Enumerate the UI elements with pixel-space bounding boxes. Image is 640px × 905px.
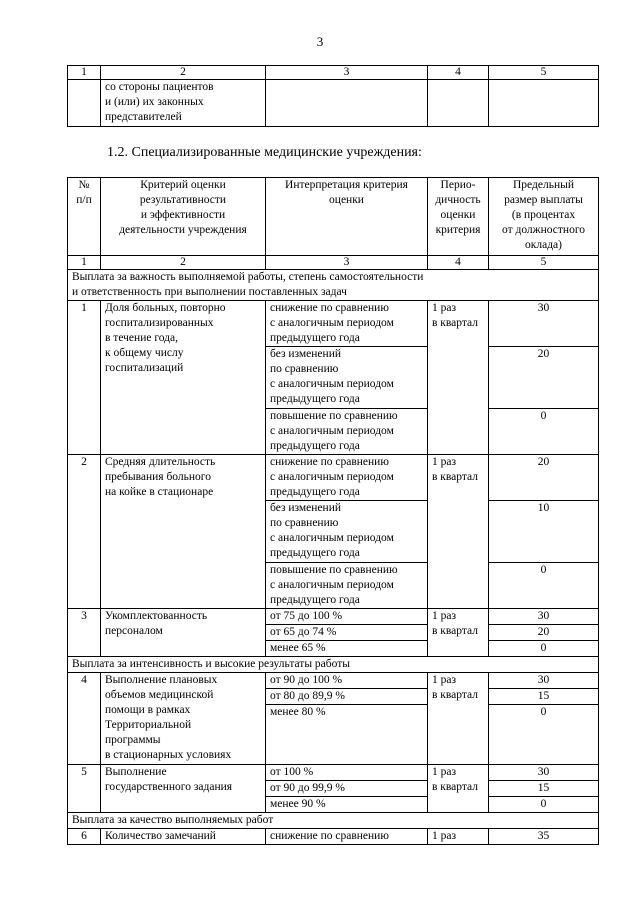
item-value: 0 <box>489 409 599 455</box>
item-value: 30 <box>489 765 599 781</box>
item-interpretation: повышение по сравнению с аналогичным периодом предыдущего года <box>266 409 428 455</box>
item-value: 35 <box>489 829 599 845</box>
cell-criterion: со стороны пациентов и (или) их законных представителей <box>101 80 266 127</box>
item-value: 30 <box>489 609 599 625</box>
cell-interpretation <box>266 80 428 127</box>
item-interpretation: от 90 до 99,9 % <box>266 781 428 797</box>
header-num: № п/п <box>68 178 101 256</box>
table-row <box>68 609 599 625</box>
criteria-table <box>67 177 599 845</box>
item-interpretation: без изменений по сравнению с аналогичным периодом предыдущего года <box>266 347 428 409</box>
header-criterion: Критерий оценки результативности и эффективности деятельности учреждения <box>101 178 266 256</box>
header-max-payment: Предельный размер выплаты (в процентах от должностного оклада) <box>489 178 599 256</box>
item-criterion: Средняя длительность пребывания больного на койке в стационаре <box>101 455 266 609</box>
item-value: 0 <box>489 563 599 609</box>
group-title-row <box>68 270 599 301</box>
item-num: 3 <box>68 609 101 657</box>
col-num-4: 4 <box>428 256 489 270</box>
header-periodicity: Перио- дичность оценки критерия <box>428 178 489 256</box>
table-row <box>68 301 599 347</box>
item-periodicity: 1 раз в квартал <box>428 609 489 657</box>
item-interpretation: снижение по сравнению <box>266 829 428 845</box>
item-periodicity: 1 раз в квартал <box>428 673 489 765</box>
item-criterion: Укомплектованность персоналом <box>101 609 266 657</box>
table-row <box>68 80 599 127</box>
col-num-3: 3 <box>266 256 428 270</box>
table-row <box>68 455 599 501</box>
page-number: 3 <box>316 34 324 49</box>
item-criterion: Выполнение государственного задания <box>101 765 266 813</box>
item-num: 5 <box>68 765 101 813</box>
col-num-2: 2 <box>101 66 266 80</box>
item-value: 20 <box>489 625 599 641</box>
item-value: 20 <box>489 455 599 501</box>
item-value: 0 <box>489 705 599 765</box>
group-title: Выплата за важность выполняемой работы, степень самостоятельности и ответственность при выполнении поставленных задач <box>68 270 599 301</box>
item-value: 0 <box>489 641 599 657</box>
col-num-2: 2 <box>101 256 266 270</box>
col-num-1: 1 <box>68 66 101 80</box>
item-periodicity: 1 раз в квартал <box>428 455 489 609</box>
item-interpretation: менее 65 % <box>266 641 428 657</box>
col-num-4: 4 <box>428 66 489 80</box>
item-num: 4 <box>68 673 101 765</box>
item-value: 30 <box>489 301 599 347</box>
item-interpretation: менее 90 % <box>266 797 428 813</box>
table-row <box>68 673 599 689</box>
table-row <box>68 765 599 781</box>
header-row <box>68 178 599 256</box>
group-title-row <box>68 657 599 673</box>
item-periodicity: 1 раз в квартал <box>428 765 489 813</box>
col-num-5: 5 <box>489 66 599 80</box>
section-title: 1.2. Специализированные медицинские учреждения: <box>107 145 422 160</box>
item-criterion: Количество замечаний <box>101 829 266 845</box>
item-interpretation: повышение по сравнению с аналогичным периодом предыдущего года <box>266 563 428 609</box>
group-title-row <box>68 813 599 829</box>
item-interpretation: от 75 до 100 % <box>266 609 428 625</box>
item-value: 30 <box>489 673 599 689</box>
item-criterion: Выполнение плановых объемов медицинской помощи в рамках Территориальной программы в стационарных условиях <box>101 673 266 765</box>
col-num-1: 1 <box>68 256 101 270</box>
continuation-table <box>67 65 599 127</box>
item-value: 15 <box>489 781 599 797</box>
cell-periodicity <box>428 80 489 127</box>
item-interpretation: от 80 до 89,9 % <box>266 689 428 705</box>
item-num: 1 <box>68 301 101 455</box>
item-periodicity: 1 раз в квартал <box>428 301 489 455</box>
table-row <box>68 829 599 845</box>
item-value: 0 <box>489 797 599 813</box>
col-num-3: 3 <box>266 66 428 80</box>
col-num-5: 5 <box>489 256 599 270</box>
item-interpretation: от 100 % <box>266 765 428 781</box>
column-number-row <box>68 66 599 80</box>
group-title: Выплата за интенсивность и высокие результаты работы <box>68 657 599 673</box>
cell-value <box>489 80 599 127</box>
item-value: 20 <box>489 347 599 409</box>
item-interpretation: снижение по сравнению с аналогичным периодом предыдущего года <box>266 455 428 501</box>
item-value: 10 <box>489 501 599 563</box>
group-title: Выплата за качество выполняемых работ <box>68 813 599 829</box>
item-num: 6 <box>68 829 101 845</box>
item-interpretation: от 90 до 100 % <box>266 673 428 689</box>
item-interpretation: без изменений по сравнению с аналогичным периодом предыдущего года <box>266 501 428 563</box>
item-num: 2 <box>68 455 101 609</box>
column-number-row <box>68 256 599 270</box>
item-value: 15 <box>489 689 599 705</box>
cell-num <box>68 80 101 127</box>
item-interpretation: менее 80 % <box>266 705 428 765</box>
item-interpretation: от 65 до 74 % <box>266 625 428 641</box>
header-interpretation: Интерпретация критерия оценки <box>266 178 428 256</box>
item-criterion: Доля больных, повторно госпитализированных в течение года, к общему числу госпитализаций <box>101 301 266 455</box>
item-interpretation: снижение по сравнению с аналогичным периодом предыдущего года <box>266 301 428 347</box>
item-periodicity: 1 раз <box>428 829 489 845</box>
